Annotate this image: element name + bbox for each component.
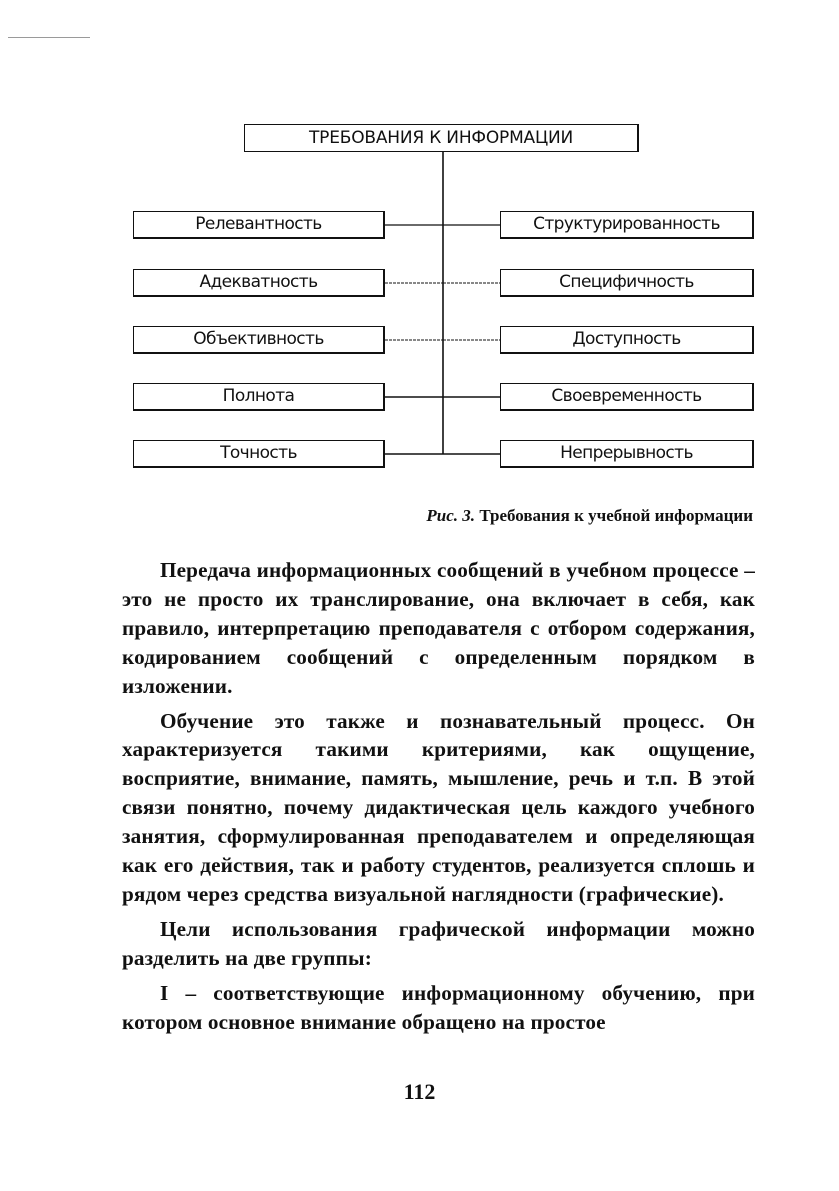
node-label: Адекватность [199,272,318,292]
node-label: Полнота [222,386,295,406]
page-number: 112 [403,1079,436,1104]
diagram-root-box [244,124,639,152]
diagram-node-left [133,326,385,354]
diagram-node-right [500,440,754,468]
figure-caption-text: Требования к учебной информации [479,506,753,525]
paragraph: Цели использования графической информации можно разделить на две группы: [122,916,755,970]
diagram-node-right [500,383,754,411]
node-label: Непрерывность [560,443,693,463]
diagram-node-left [133,211,385,239]
diagram-node-left [133,440,385,468]
diagram-node-left [133,269,385,297]
body-text [122,556,755,1043]
node-label: Объективность [193,329,324,349]
diagram-root-label: ТРЕБОВАНИЯ К ИНФОРМАЦИИ [309,127,573,148]
paragraph: I – соответствующие информационному обучению, при котором основное внимание обращено на простое [122,980,755,1034]
diagram-node-right [500,211,754,239]
paragraph: Обучение это также и познавательный процесс. Он характеризуется такими критериями, как ощущение, восприятие, внимание, память, мышление, речь и т.п. В этой связи понятно, почему дидактическая цель каждого учебного занятия, сформулированная преподавателем и определяющая как его действия, так и работу студентов, реализуется сплошь и рядом через средства визуальной наглядности (графические). [122,708,755,906]
diagram-node-left [133,383,385,411]
node-label: Своевременность [551,386,702,406]
node-label: Структурированность [533,214,720,234]
paragraph: Передача информационных сообщений в учебном процессе – это не просто их транслирование, она включает в себя, как правило, интерпретацию преподавателя с отбором содержания, кодированием сообщений с определенным порядком в изложении. [122,558,755,698]
node-label: Точность [220,443,297,463]
node-label: Доступность [572,329,681,349]
requirements-diagram [0,0,839,480]
diagram-node-right [500,269,754,297]
diagram-node-right [500,326,754,354]
figure-caption [426,506,753,526]
figure-label: Рис. 3. [426,506,476,525]
node-label: Релевантность [195,214,322,234]
node-label: Специфичность [559,272,694,292]
